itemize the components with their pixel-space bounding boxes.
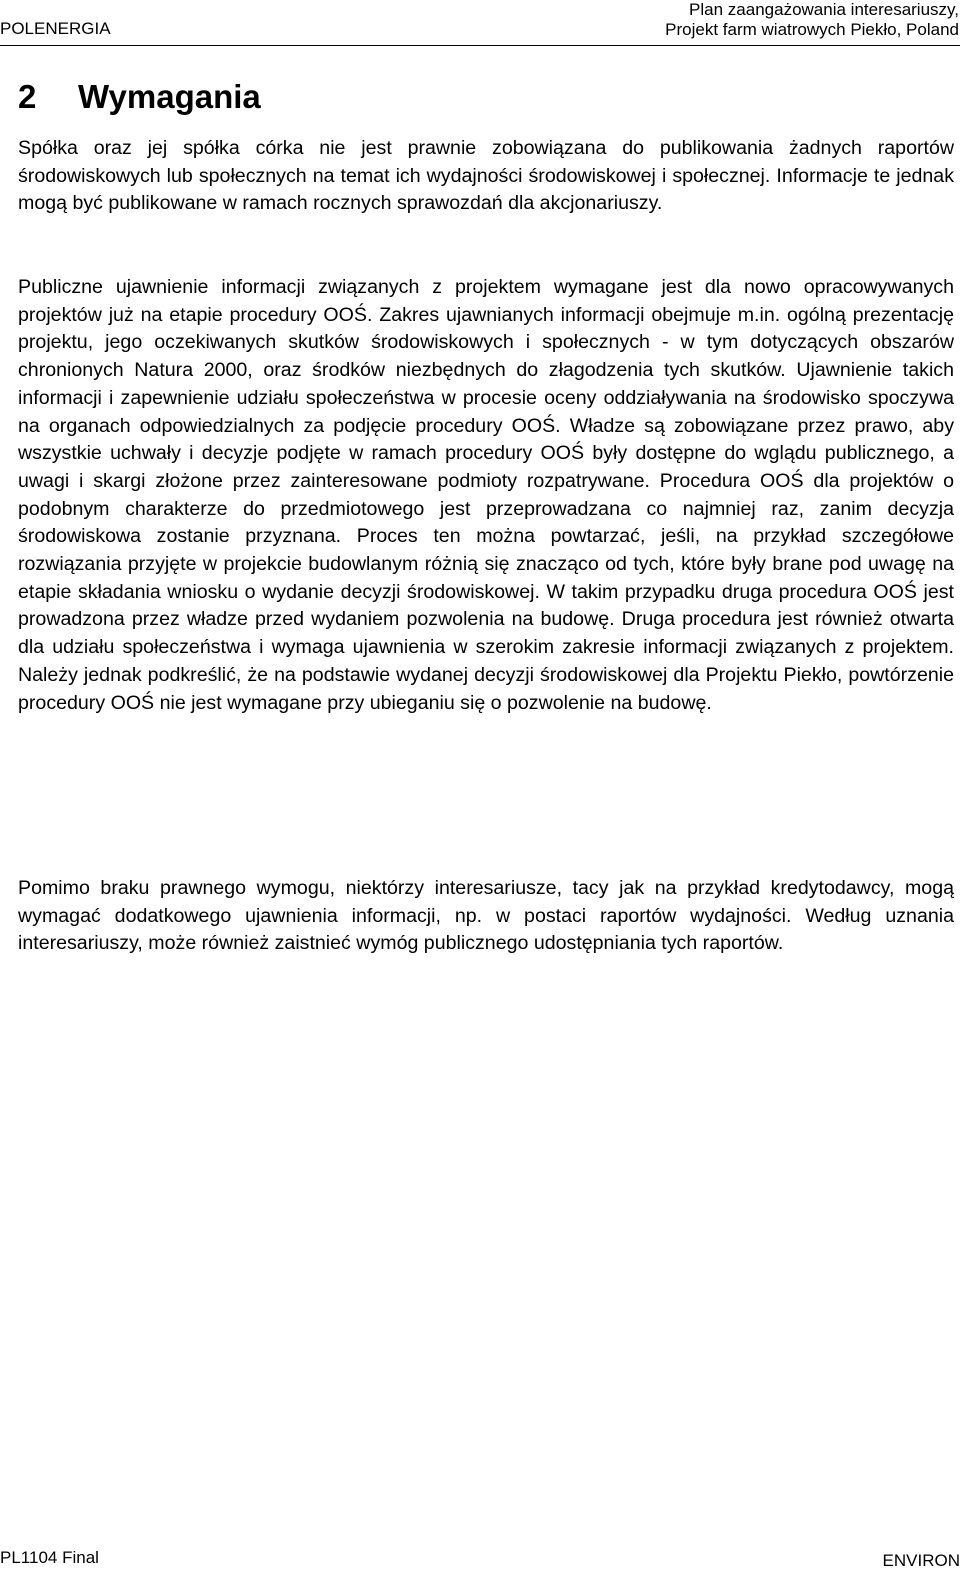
paragraph-reporting-obligations: Spółka oraz jej spółka córka nie jest prawnie zobowiązana do publikowania żadnych raportów środowiskowych lub społecznych na temat ich wydajności środowiskowej i społecznej. Informacje te jednak mogą być publikowane w ramach rocznych sprawozdań dla akcjonariuszy. — [18, 137, 954, 215]
paragraph-public-disclosure: Publiczne ujawnienie informacji związanych z projektem wymagane jest dla nowo opracowywanych projektów już na etapie procedury OOŚ. Zakres ujawnianych informacji obejmuje m.in. ogólną prezentację projektu, jego oczekiwanych skutków środowiskowych i społecznych - w tym dotyczących obszarów chronionych Natura 2000, oraz środków niezbędnych do złagodzenia tych skutków. Ujawnienie takich informacji i zapewnienie udziału społeczeństwa w procesie oceny oddziaływania na środowisko spoczywa na organach odpowiedzialnych za podjęcie procedury OOŚ. Władze są zobowiązane przez prawo, aby wszystkie uchwały i decyzje podjęte w ramach procedury OOŚ były dostępne do wglądu publicznego, a uwagi i skargi złożone przez zainteresowane podmioty rozpatrywane. Procedura OOŚ dla projektów o podobnym charakterze do przedmiotowego jest przeprowadzana co najmniej raz, zanim decyzja środowiskowa zostanie przyznana. Proces ten można powtarzać, jeśli, na przykład szczegółowe rozwiązania przyjęte w projekcie budowlanym różnią się znacząco od tych, które były brane pod uwagę na etapie składania wniosku o wydanie decyzji środowiskowej. W takim przypadku druga procedura OOŚ jest prowadzona przez władze przed wydaniem pozwolenia na budowę. Druga procedura jest również otwarta dla udziału społeczeństwa i wymaga ujawnienia w szerokim zakresie informacji związanych z projektem. Należy jednak podkreślić, że na podstawie wydanej decyzji środowiskowej dla Projektu Piekło, powtórzenie procedury OOŚ nie jest wymagane przy ubieganiu się o pozwolenie na budowę. — [18, 276, 954, 714]
header-document-title — [665, 0, 959, 40]
section-heading — [18, 74, 261, 120]
footer-document-id: PL1104 Final — [0, 1548, 99, 1567]
header-divider — [0, 45, 960, 46]
header-title-line-2: Projekt farm wiatrowych Piekło, Poland — [665, 20, 959, 39]
footer-company: ENVIRON — [882, 1551, 960, 1570]
header-title-line-1: Plan zaangażowania interesariuszy, — [689, 0, 959, 19]
paragraph-stakeholder-requirements: Pomimo braku prawnego wymogu, niektórzy interesariusze, tacy jak na przykład kredytodawcy, mogą wymagać dodatkowego ujawnienia informacji, np. w postaci raportów wydajności. Według uznania interesariuszy, może również zaistnieć wymóg publicznego udostępniania tych raportów. — [18, 877, 954, 955]
section-number: 2 — [18, 78, 37, 115]
header-company: POLENERGIA — [0, 19, 111, 38]
section-title: Wymagania — [78, 78, 261, 115]
